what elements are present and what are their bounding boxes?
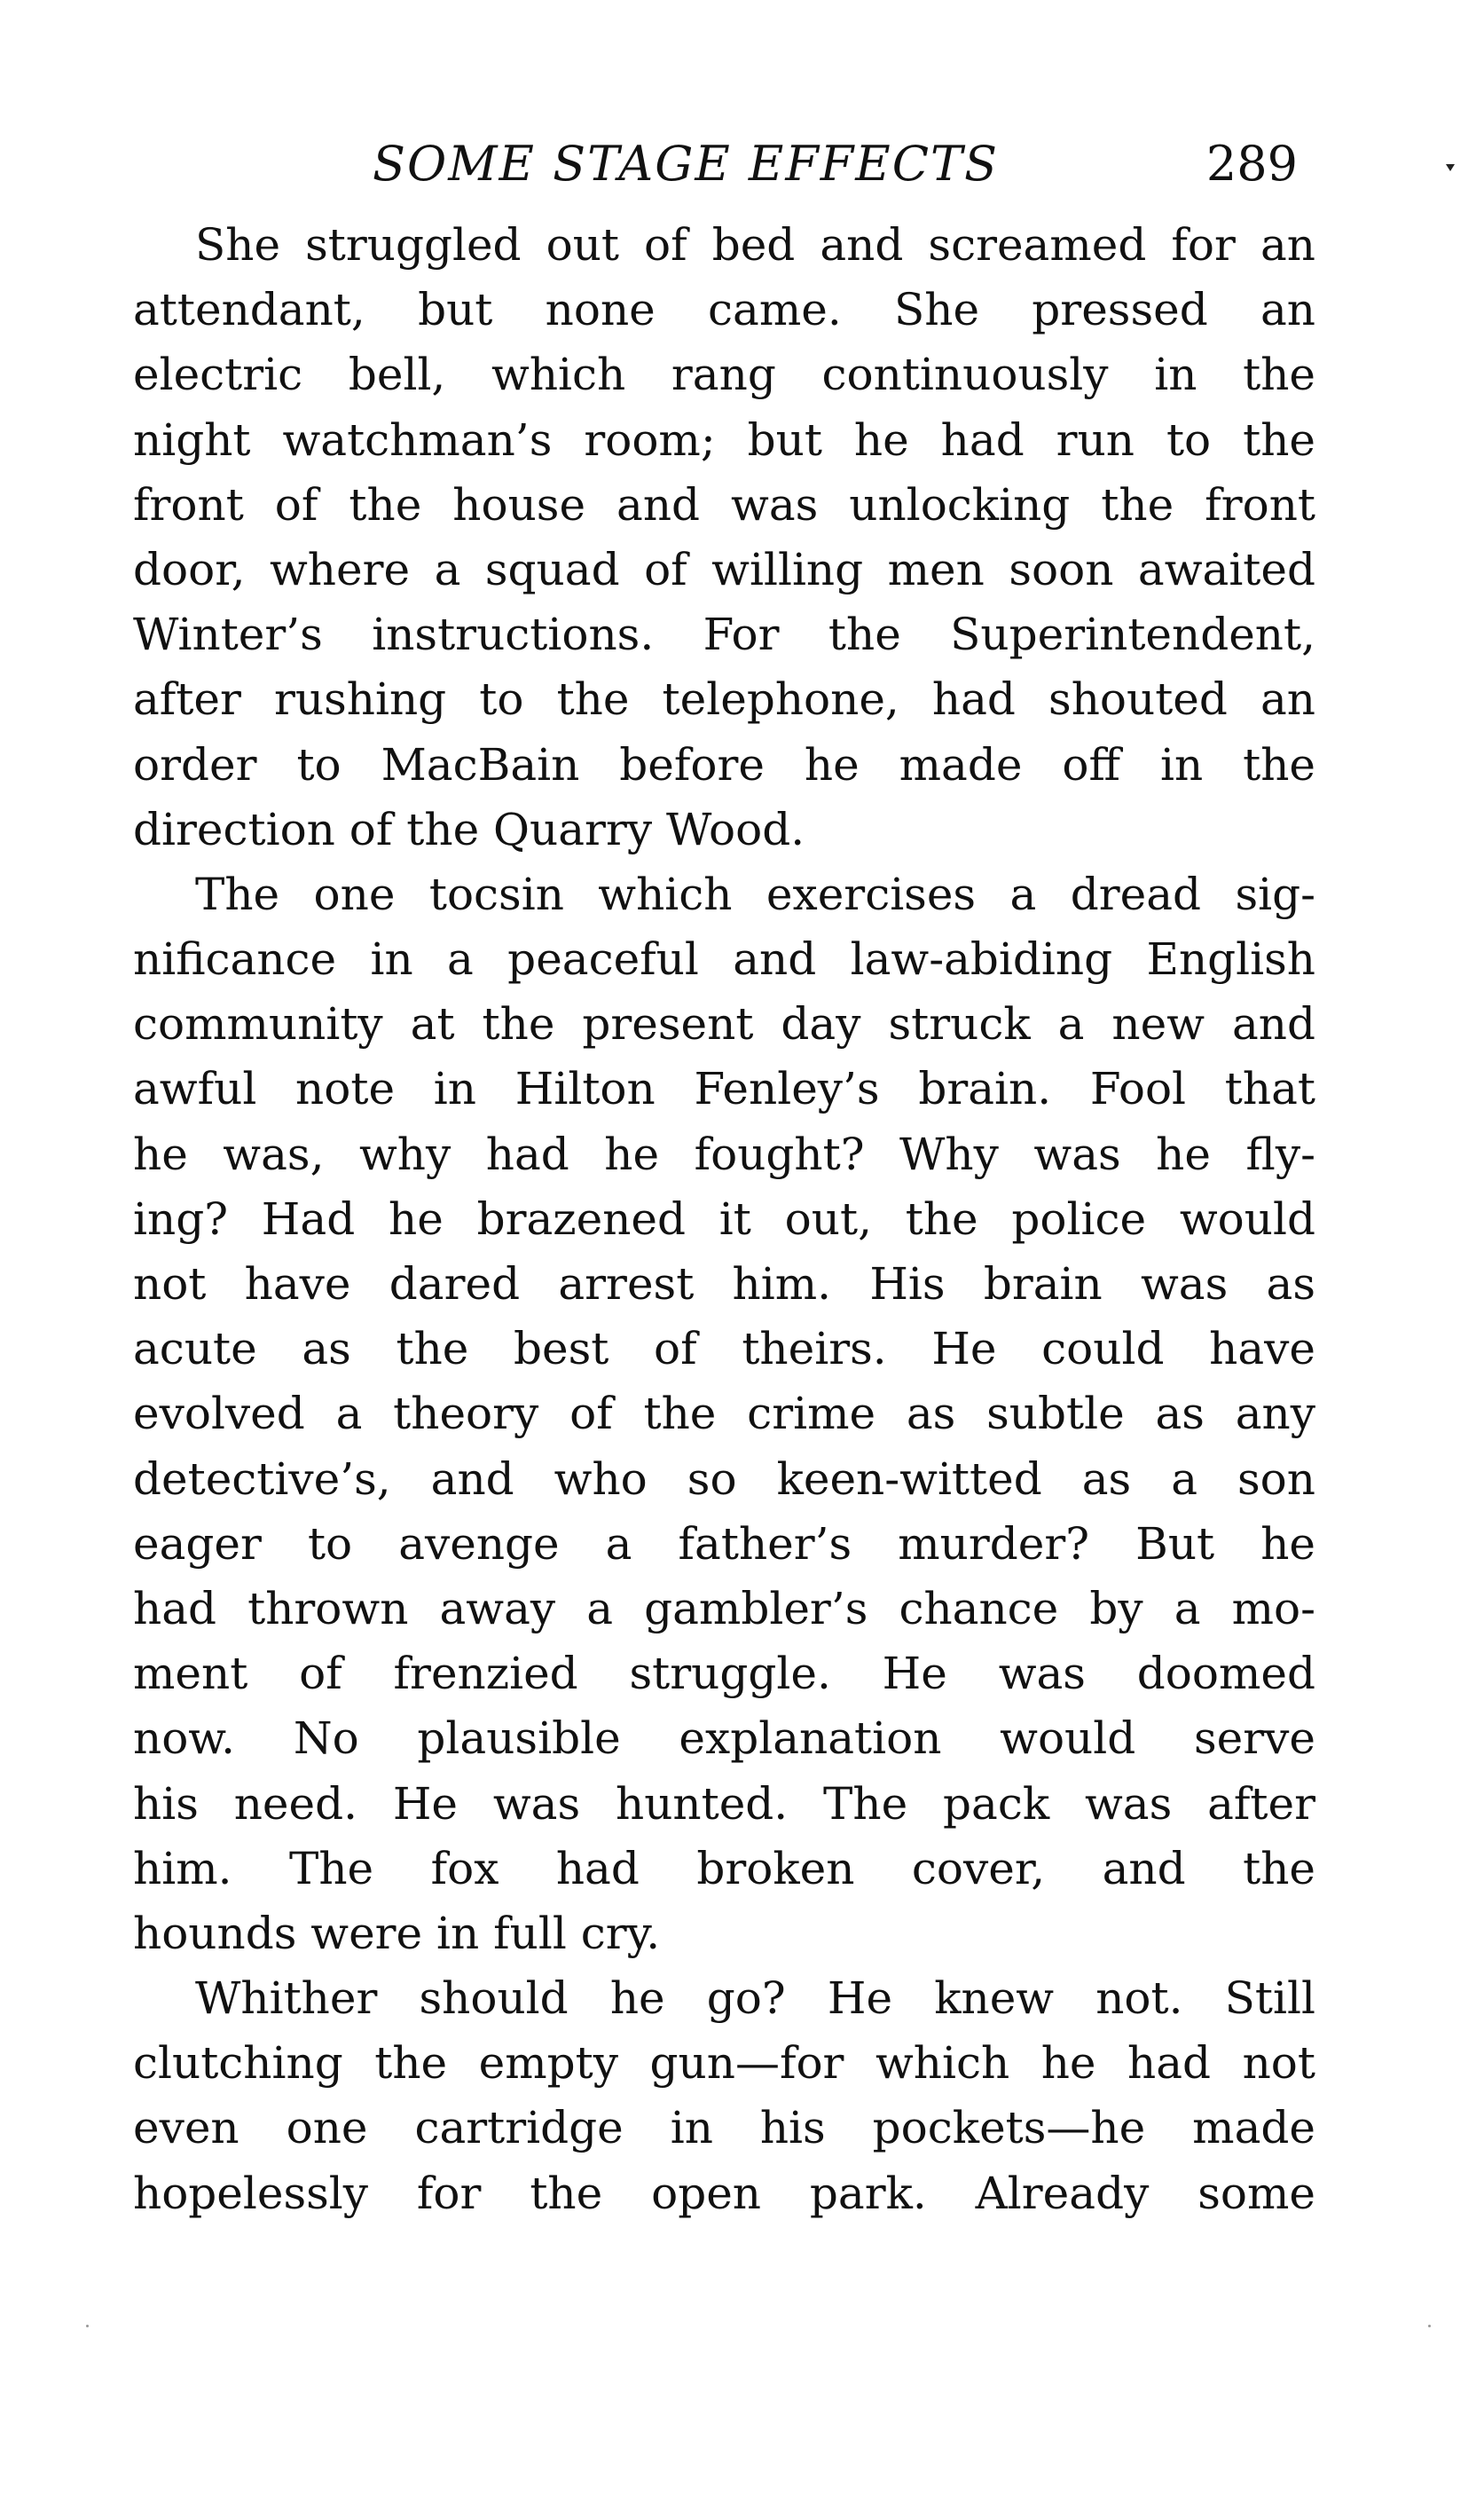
text-line: community at the present day struck a new and xyxy=(133,998,1315,1051)
text-line: detective’s, and who so keen-witted as a son xyxy=(133,1452,1315,1505)
text-line: after rushing to the telephone, had shouted an xyxy=(133,673,1315,726)
book-page xyxy=(133,133,1315,2226)
text-line: acute as the best of theirs. He could have xyxy=(133,1323,1315,1375)
text-line: order to MacBain before he made off in the xyxy=(133,738,1315,791)
text-line: now. No plausible explanation would serve xyxy=(133,1712,1315,1765)
text-line: Winter’s instructions. For the Superintendent, xyxy=(133,609,1315,661)
text-line: he was, why had he fought? Why was he fly- xyxy=(133,1128,1315,1180)
margin-arrow-mark xyxy=(1446,164,1455,171)
text-line: night watchman’s room; but he had run to the xyxy=(133,413,1315,466)
text-line: ing? Had he brazened it out, the police would xyxy=(133,1193,1315,1245)
text-line: had thrown away a gambler’s chance by a mo- xyxy=(133,1582,1315,1634)
text-line: even one cartridge in his pockets—he made xyxy=(133,2102,1315,2154)
text-line: hopelessly for the open park. Already some xyxy=(133,2167,1315,2219)
text-line: direction of the Quarry Wood. xyxy=(133,803,805,855)
body-text xyxy=(133,213,1315,2226)
text-line: She struggled out of bed and screamed for an xyxy=(195,219,1315,271)
text-line: electric bell, which rang continuously in the xyxy=(133,349,1315,401)
text-line: front of the house and was unlocking the front xyxy=(133,478,1315,531)
text-line: door, where a squad of willing men soon awaited xyxy=(133,543,1315,595)
text-line: evolved a theory of the crime as subtle as any xyxy=(133,1388,1315,1440)
text-line: attendant, but none came. She pressed an xyxy=(133,284,1315,336)
text-line: him. The fox had broken cover, and the xyxy=(133,1842,1315,1894)
text-line: his need. He was hunted. The pack was after xyxy=(133,1777,1315,1830)
text-line: awful note in Hilton Fenley’s brain. Fool that xyxy=(133,1063,1315,1115)
text-line: eager to avenge a father’s murder? But he xyxy=(133,1517,1315,1570)
text-line: Whither should he go? He knew not. Still xyxy=(195,1972,1315,2025)
text-line: ment of frenzied struggle. He was doomed xyxy=(133,1648,1315,1700)
text-line: The one tocsin which exercises a dread sig- xyxy=(195,868,1315,920)
text-line: clutching the empty gun—for which he had not xyxy=(133,2037,1315,2090)
scan-speck xyxy=(1428,2325,1431,2327)
scan-speck xyxy=(86,2325,89,2327)
text-line: hounds were in full cry. xyxy=(133,1907,661,1959)
page-number: 289 xyxy=(1205,136,1298,192)
running-title: SOME STAGE EFFECTS xyxy=(373,136,1000,192)
text-line: nificance in a peaceful and law-abiding English xyxy=(133,933,1315,986)
text-line: not have dared arrest him. His brain was as xyxy=(133,1258,1315,1310)
running-head xyxy=(133,133,1315,213)
